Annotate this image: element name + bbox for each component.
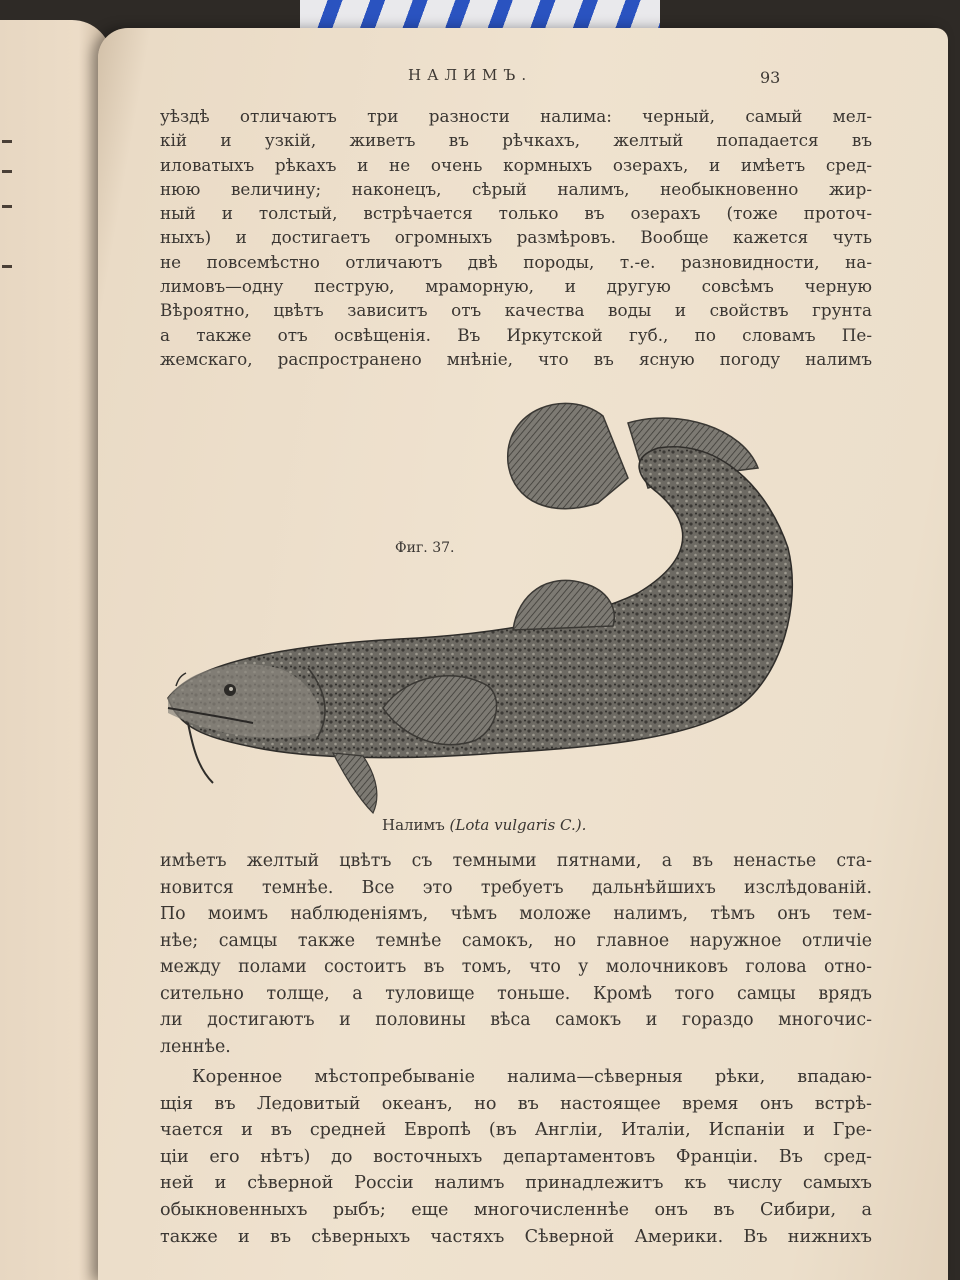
- left-page-mark: [2, 205, 12, 208]
- text-line: иловатыхъ рѣкахъ и не очень кормныхъ озерахъ, и имѣетъ сред-: [160, 154, 872, 175]
- text-line: ный и толстый, встрѣчается только въ озерахъ (тоже проточ-: [160, 203, 872, 224]
- text-line: ціи его нѣтъ) до восточныхъ департаментовъ Франціи. Въ сред-: [160, 1146, 872, 1167]
- text-line: нѣе; самцы также темнѣе самокъ, но главное наружное отличіе: [160, 930, 872, 951]
- text-line: сительно толще, а туловище тоньше. Кромѣ того самцы врядъ: [160, 983, 872, 1004]
- figure-caption: [382, 816, 586, 834]
- book-page: [98, 28, 948, 1280]
- background-cloth: [300, 0, 660, 30]
- text-line: новится темнѣе. Все это требуетъ дальнѣйшихъ изслѣдованій.: [160, 877, 872, 898]
- text-line: также и въ сѣверныхъ частяхъ Сѣверной Америки. Въ нижнихъ: [160, 1226, 872, 1247]
- left-page-mark: [2, 265, 12, 268]
- page-number: 93: [760, 68, 781, 87]
- text-line: Вѣроятно, цвѣтъ зависитъ отъ качества воды и свойствъ грунта: [160, 300, 872, 321]
- text-line: уѣздѣ отличаютъ три разности налима: черный, самый мел-: [160, 106, 872, 126]
- text-line: а также отъ освѣщенія. Въ Иркутской губ., по словамъ Пе-: [160, 324, 872, 345]
- text-line: не повсемѣстно отличаютъ двѣ породы, т.-е. разновидности, на-: [160, 251, 872, 272]
- text-block-bottom: [160, 1064, 872, 1250]
- text-line: Коренное мѣстопребываніе налима—сѣверныя рѣки, впадаю-: [192, 1067, 872, 1087]
- text-line: кій и узкій, живетъ въ рѣчкахъ, желтый попадается въ: [160, 130, 872, 151]
- text-block-middle: [160, 848, 872, 1060]
- figure-label: Фиг. 37.: [395, 540, 455, 556]
- burbot-illustration: [158, 368, 798, 818]
- text-line: ней и сѣверной Россіи налимъ принадлежитъ къ числу самыхъ: [160, 1173, 872, 1194]
- text-line: лимовъ—одну пеструю, мраморную, и другую совсѣмъ черную: [160, 276, 872, 297]
- left-page-edge: [0, 20, 112, 1280]
- text-line: ныхъ) и достигаетъ огромныхъ размѣровъ. Вообще кажется чуть: [160, 227, 872, 248]
- text-line: чается и въ средней Европѣ (въ Англіи, Италіи, Испаніи и Гре-: [160, 1120, 872, 1141]
- caption-common-name: Налимъ: [382, 816, 445, 834]
- left-page-mark: [2, 170, 12, 173]
- text-line: По моимъ наблюденіямъ, чѣмъ моложе налимъ, тѣмъ онъ тем-: [160, 904, 872, 924]
- text-line: жемскаго, распространено мнѣніе, что въ ясную погоду налимъ: [160, 348, 872, 369]
- text-block-top: [160, 104, 872, 371]
- text-line: ли достигаютъ и половины вѣса самокъ и гораздо многочис-: [160, 1010, 872, 1030]
- text-line: обыкновенныхъ рыбъ; еще многочисленнѣе онъ въ Сибири, а: [160, 1199, 872, 1220]
- text-line: между полами состоитъ въ томъ, что у молочниковъ голова отно-: [160, 957, 872, 977]
- running-head: НАЛИМЪ.: [408, 66, 533, 84]
- left-page-mark: [2, 140, 12, 143]
- text-line: имѣетъ желтый цвѣтъ съ темными пятнами, а въ ненастье ста-: [160, 851, 872, 871]
- caption-latin-name: (Lota vulgaris C.).: [449, 816, 587, 834]
- text-line: нюю величину; наконецъ, сѣрый налимъ, необыкновенно жир-: [160, 178, 872, 199]
- text-line: леннѣе.: [160, 1036, 231, 1057]
- text-line: щія въ Ледовитый океанъ, но въ настоящее время онъ встрѣ-: [160, 1093, 872, 1114]
